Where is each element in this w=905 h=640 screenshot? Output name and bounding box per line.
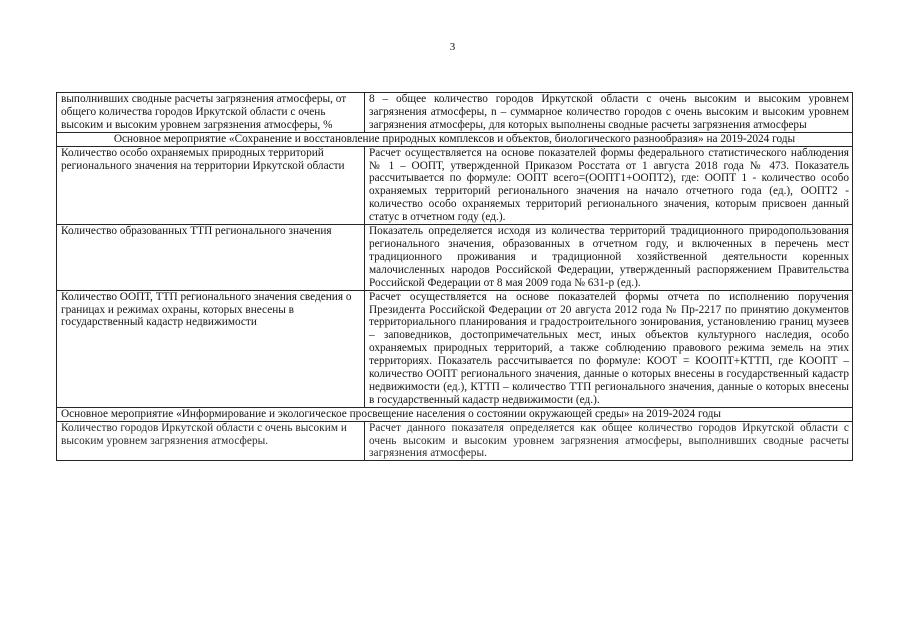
indicator-name-cell: выполнивших сводные расчеты загрязнения атмосферы, от общего количества городов Иркутской области с очень высоким и высоким уровнем загрязнения атмосферы, % (57, 93, 365, 133)
calculation-method-cell: Показатель определяется исходя из количества территорий традиционного природопользования регионального значения, образованных в отчетном году, и включенных в перечень мест традиционного проживания и традиционной хозяйственной деятельности коренных малочисленных народов Российской Федерации, утвержденный распоряжением Правительства Российской Федерации от 8 мая 2009 года № 631-р (ед.). (365, 225, 853, 291)
table-row (57, 225, 853, 291)
indicator-name-cell: Количество образованных ТТП регионального значения (57, 225, 365, 291)
section-row (57, 407, 853, 421)
indicator-table (56, 92, 853, 461)
indicator-name-cell: Количество ООПТ, ТТП регионального значения сведения о границах и режимах охраны, которых внесены в государственный кадастр недвижимости (57, 290, 365, 407)
calculation-method-cell: 8 – общее количество городов Иркутской области с очень высоким и высоким уровнем загрязнения атмосферы, n – суммарное количество городов с очень высоким и высоким уровнем загрязнения атмосферы, для которых выполнены сводные расчеты загрязнения атмосферы (365, 93, 853, 133)
calculation-method-cell: Расчет данного показателя определяется как общее количество городов Иркутской области с очень высоким и высоким уровнем загрязнения атмосферы, выполнивших сводные расчеты загрязнения атмосферы. (365, 421, 853, 461)
section-row (57, 132, 853, 146)
table-row (57, 421, 853, 461)
table-row (57, 93, 853, 133)
indicator-name-cell: Количество городов Иркутской области с очень высоким и высоким уровнем загрязнения атмосферы. (57, 421, 365, 461)
page-number: 3 (449, 41, 456, 53)
section-heading: Основное мероприятие «Информирование и экологическое просвещение населения о состоянии окружающей среды» на 2019-2024 годы (57, 407, 853, 421)
calculation-method-cell: Расчет осуществляется на основе показателей формы федерального статистического наблюдения № 1 – ООПТ, утвержденной Приказом Росстата от 1 августа 2018 года № 473. Показатель рассчитывается по формуле: ООПТ всего=(ООПТ1+ООПТ2), где: ООПТ 1 - количество особо охраняемых территорий регионального значения на начало отчетного года (ед.), ООПТ2 - количество особо охраняемых территорий регионального значения, которым присвоен данный статус в отчетном году (ед.). (365, 146, 853, 224)
section-heading: Основное мероприятие «Сохранение и восстановление природных комплексов и объектов, биологического разнообразия» на 2019-2024 годы (57, 132, 853, 146)
table-row (57, 290, 853, 407)
table-row (57, 146, 853, 224)
indicator-name-cell: Количество особо охраняемых природных территорий регионального значения на территории Иркутской области (57, 146, 365, 224)
calculation-method-cell: Расчет осуществляется на основе показателей формы отчета по исполнению поручения Президента Российской Федерации от 20 августа 2012 года № Пр-2217 по принятию документов территориального планирования и градостроительного зонирования, установлению границ музеев – заповедников, достопримечательных мест, иных объектов культурного наследия, особо охраняемых природных территорий, а также соблюдению правового режима земель на этих территориях. Показатель рассчитывается по формуле: КООТ = КООПТ+КТТП, где КООПТ – количество ООПТ регионального значения, данные о которых внесены в государственный кадастр недвижимости (ед.), КТТП – количество ТТП регионального значения, данные о которых внесены в государственный кадастр недвижимости (ед.). (365, 290, 853, 407)
